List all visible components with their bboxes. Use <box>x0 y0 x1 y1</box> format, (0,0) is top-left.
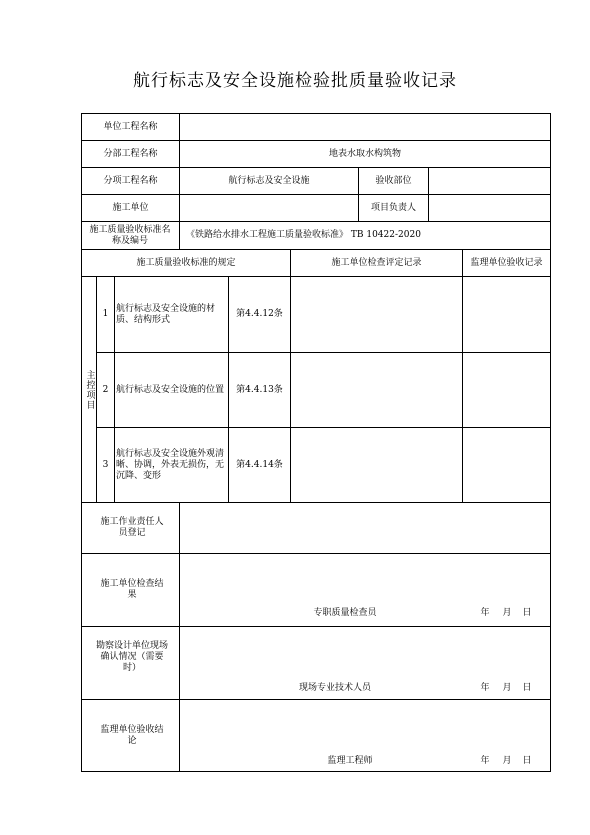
day-label: 日 <box>522 755 532 766</box>
contractor-result-sign: 专职质量检查员 <box>313 607 377 618</box>
day-label: 日 <box>522 607 532 618</box>
item-no: 2 <box>102 384 109 395</box>
item-desc: 航行标志及安全设施外观清晰、协调，外表无损伤，无沉降、变形 <box>116 448 225 481</box>
year-label: 年 <box>480 607 490 618</box>
subitem-value[interactable]: 航行标志及安全设施 <box>228 175 310 186</box>
item-no: 1 <box>102 309 109 319</box>
spec-header: 施工质量验收标准的规定 <box>136 257 236 268</box>
month-label: 月 <box>502 755 512 766</box>
contractor-record-cell[interactable] <box>291 353 462 427</box>
item-desc: 航行标志及安全设施的位置 <box>116 384 225 395</box>
supervisor-conclusion-label: 监理单位验收结论 <box>100 724 164 746</box>
item-clause: 第4.4.14条 <box>236 459 283 470</box>
work-register-value[interactable] <box>180 503 550 553</box>
page-title: 航行标志及安全设施检验批质量验收记录 <box>133 71 457 91</box>
standard-label: 施工质量验收标准名称及编号 <box>89 224 171 246</box>
month-label: 月 <box>502 607 512 618</box>
inspection-location-label: 验收部位 <box>375 175 412 186</box>
item-clause: 第4.4.13条 <box>236 384 283 395</box>
year-label: 年 <box>480 755 490 766</box>
contractor-result-label: 施工单位检查结果 <box>100 579 164 600</box>
supervisor-record-header: 监理单位验收记录 <box>470 257 543 268</box>
month-label: 月 <box>502 682 512 693</box>
unit-project-label: 单位工程名称 <box>103 121 158 132</box>
contractor-label: 施工单位 <box>112 202 149 213</box>
unit-project-value[interactable] <box>180 114 550 140</box>
work-register-label: 施工作业责任人员登记 <box>100 517 164 538</box>
project-lead-label: 项目负责人 <box>370 202 416 213</box>
supervisor-sign: 监理工程师 <box>327 755 373 766</box>
contractor-record-cell[interactable] <box>291 277 462 352</box>
supervisor-record-cell[interactable] <box>463 277 550 352</box>
contractor-record-header: 施工单位检查评定记录 <box>331 257 422 268</box>
year-label: 年 <box>480 682 490 693</box>
division-value[interactable]: 地表水取水构筑物 <box>328 148 401 159</box>
supervisor-record-cell[interactable] <box>463 353 550 427</box>
item-desc: 航行标志及安全设施的材质、结构形式 <box>116 303 216 325</box>
survey-label: 勘察设计单位现场确认情况（需要时） <box>96 640 169 673</box>
division-label: 分部工程名称 <box>103 148 158 159</box>
contractor-value[interactable] <box>180 195 358 221</box>
survey-sign: 现场专业技术人员 <box>298 682 371 693</box>
contractor-record-cell[interactable] <box>291 428 462 502</box>
project-lead-value[interactable] <box>429 195 550 221</box>
main-control-label: 主控项目 <box>84 369 95 410</box>
supervisor-record-cell[interactable] <box>463 428 550 502</box>
subitem-label: 分项工程名称 <box>103 175 158 186</box>
item-clause: 第4.4.12条 <box>236 309 283 319</box>
inspection-location-value[interactable] <box>429 168 550 194</box>
day-label: 日 <box>522 682 532 693</box>
item-no: 3 <box>102 459 109 470</box>
standard-value: 《铁路给水排水工程施工质量验收标准》 TB 10422-2020 <box>186 230 421 240</box>
